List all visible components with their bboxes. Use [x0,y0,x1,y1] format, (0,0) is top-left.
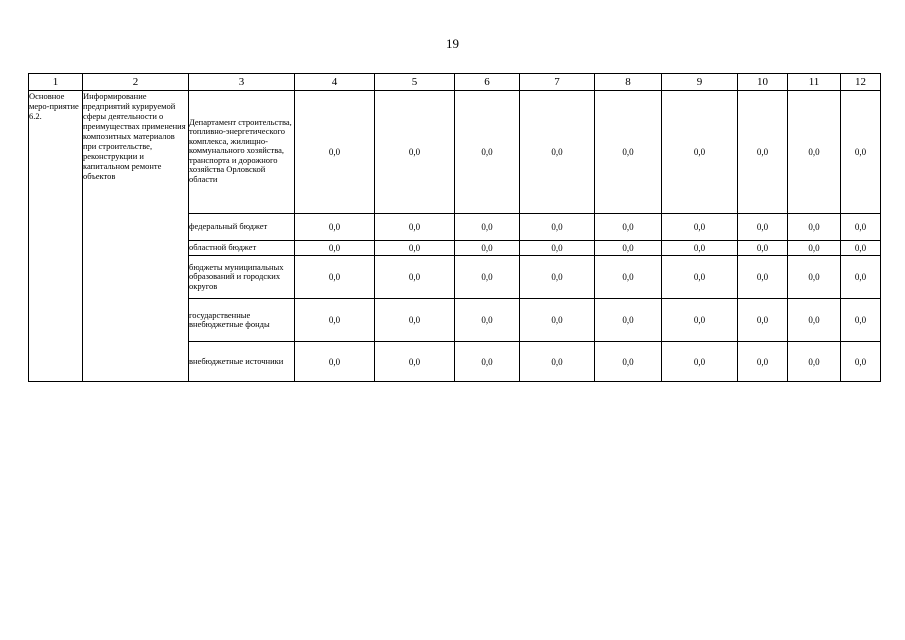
column-number-row [29,74,881,91]
value-cell: 0,0 [738,256,788,299]
value-cell: 0,0 [841,299,881,342]
column-header: 1 [29,74,83,91]
value-cell: 0,0 [662,214,738,241]
value-cell: 0,0 [295,342,375,382]
value-cell: 0,0 [662,256,738,299]
value-cell: 0,0 [662,299,738,342]
value-cell: 0,0 [520,342,595,382]
value-cell: 0,0 [455,91,520,214]
value-cell: 0,0 [595,256,662,299]
value-cell: 0,0 [841,342,881,382]
column-header: 5 [375,74,455,91]
column-header: 7 [520,74,595,91]
value-cell: 0,0 [788,91,841,214]
value-cell: 0,0 [595,299,662,342]
value-cell: 0,0 [595,342,662,382]
column-header: 12 [841,74,881,91]
value-cell: 0,0 [662,241,738,256]
value-cell: 0,0 [788,342,841,382]
value-cell: 0,0 [788,241,841,256]
value-cell: 0,0 [375,256,455,299]
value-cell: 0,0 [520,299,595,342]
value-cell: 0,0 [595,91,662,214]
value-cell: 0,0 [738,214,788,241]
value-cell: 0,0 [788,256,841,299]
value-cell: 0,0 [788,214,841,241]
measure-number-cell: Основное меро-приятие 6.2. [29,91,83,382]
value-cell: 0,0 [520,214,595,241]
value-cell: 0,0 [455,214,520,241]
funding-source-cell: федеральный бюджет [189,214,295,241]
value-cell: 0,0 [841,241,881,256]
value-cell: 0,0 [738,91,788,214]
value-cell: 0,0 [595,214,662,241]
column-header: 11 [788,74,841,91]
value-cell: 0,0 [662,342,738,382]
column-header: 3 [189,74,295,91]
value-cell: 0,0 [738,299,788,342]
column-header: 4 [295,74,375,91]
value-cell: 0,0 [455,241,520,256]
table-row [29,91,881,214]
page-number: 19 [446,36,459,51]
value-cell: 0,0 [738,342,788,382]
value-cell: 0,0 [455,256,520,299]
funding-source-cell: государственные внебюджетные фонды [189,299,295,342]
value-cell: 0,0 [295,241,375,256]
value-cell: 0,0 [295,299,375,342]
value-cell: 0,0 [662,91,738,214]
funding-source-cell: бюджеты муниципальных образований и городских округов [189,256,295,299]
funding-source-cell: Департамент строительства, топливно-энергетического комплекса, жилищно-коммунального хозяйства, транспорта и дорожного хозяйства Орловской области [189,91,295,214]
value-cell: 0,0 [788,299,841,342]
measure-description-cell: Информирование предприятий курируемой сферы деятельности о преимуществах применения композитных материалов при строительстве, реконструкции и капитальном ремонте объектов [83,91,189,382]
value-cell: 0,0 [738,241,788,256]
value-cell: 0,0 [841,214,881,241]
value-cell: 0,0 [295,91,375,214]
value-cell: 0,0 [841,256,881,299]
column-header: 8 [595,74,662,91]
column-header: 6 [455,74,520,91]
funding-source-cell: областной бюджет [189,241,295,256]
value-cell: 0,0 [520,91,595,214]
value-cell: 0,0 [375,91,455,214]
value-cell: 0,0 [841,91,881,214]
funding-table [28,73,881,382]
column-header: 10 [738,74,788,91]
value-cell: 0,0 [520,241,595,256]
value-cell: 0,0 [375,241,455,256]
value-cell: 0,0 [595,241,662,256]
value-cell: 0,0 [455,299,520,342]
value-cell: 0,0 [455,342,520,382]
value-cell: 0,0 [295,214,375,241]
column-header: 9 [662,74,738,91]
value-cell: 0,0 [520,256,595,299]
value-cell: 0,0 [375,342,455,382]
value-cell: 0,0 [295,256,375,299]
value-cell: 0,0 [375,214,455,241]
column-header: 2 [83,74,189,91]
funding-source-cell: внебюджетные источники [189,342,295,382]
value-cell: 0,0 [375,299,455,342]
